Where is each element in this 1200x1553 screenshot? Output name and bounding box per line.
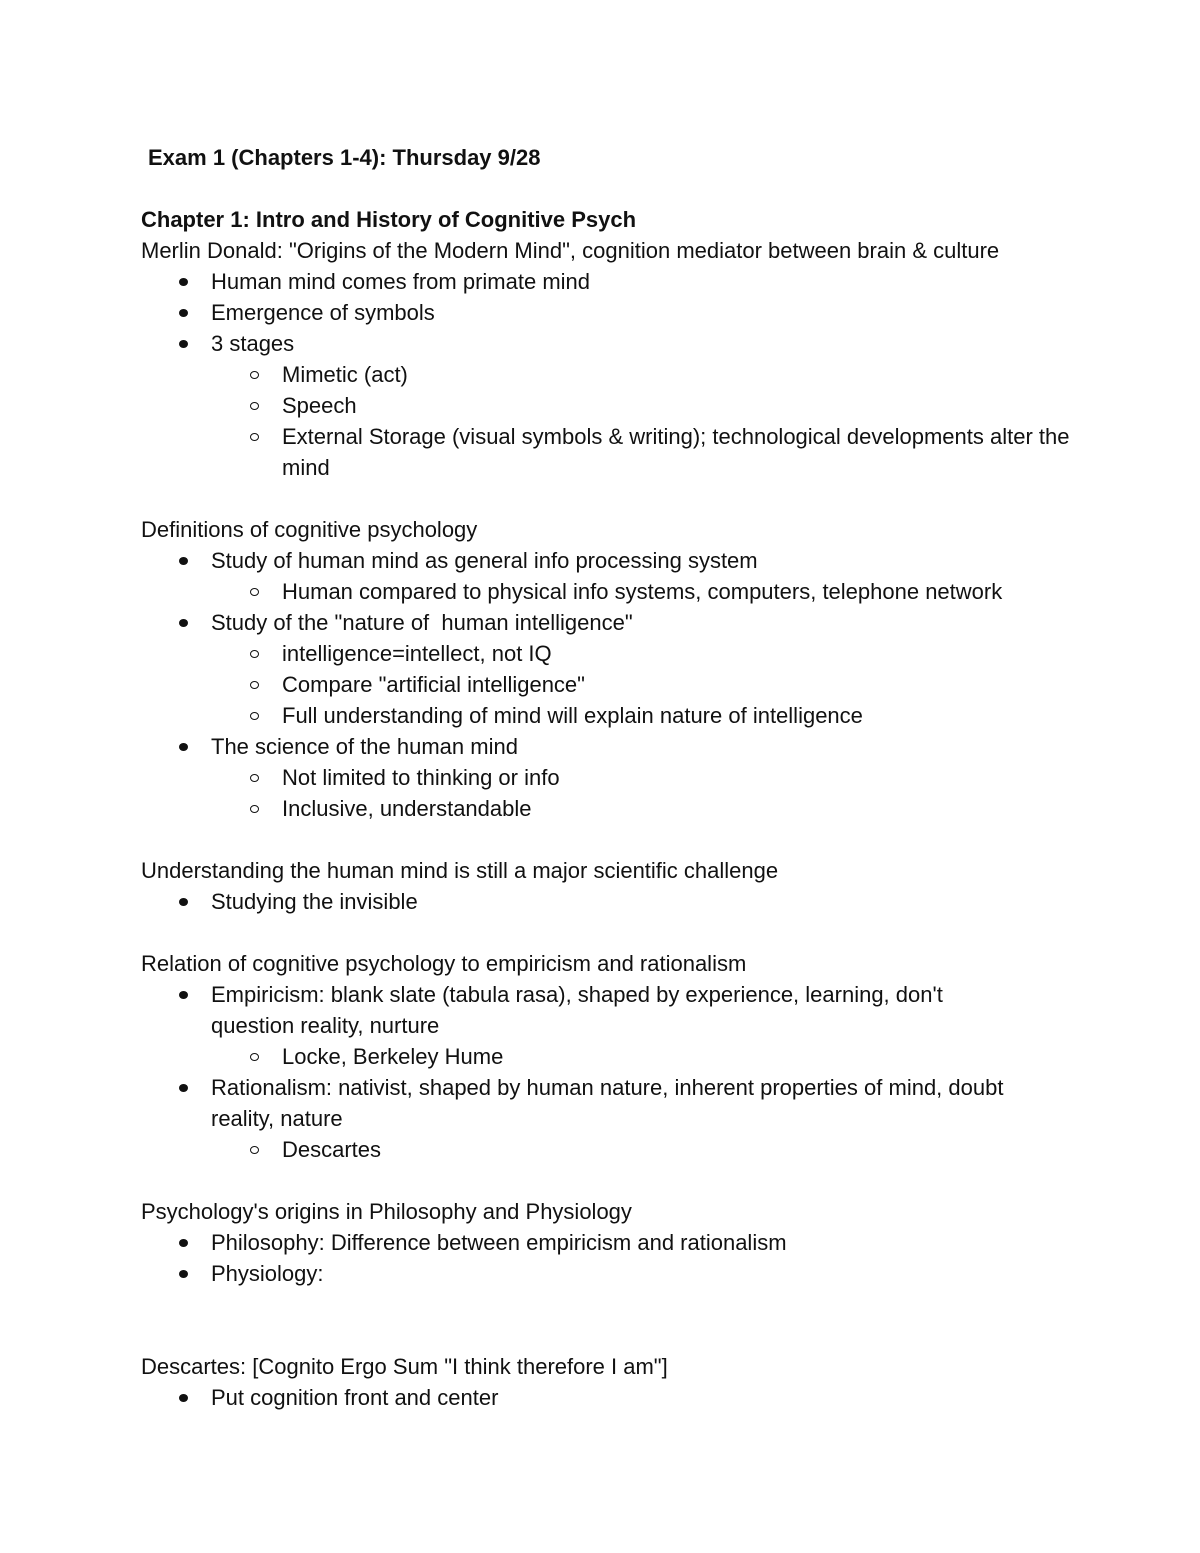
bullet-icon <box>179 278 188 286</box>
bullet-icon <box>179 340 188 348</box>
list-item: 3 stages Mimetic (act) Speech External Storage (visual symbols & writing); technological developments alter the mind <box>141 328 1101 483</box>
hollow-bullet-icon <box>250 681 259 689</box>
origins-heading: Psychology's origins in Philosophy and Physiology <box>141 1199 632 1224</box>
hollow-bullet-icon <box>250 1146 259 1154</box>
sub-list-item: Not limited to thinking or info <box>211 762 1101 793</box>
sub-list-item: intelligence=intellect, not IQ <box>211 638 1101 669</box>
list-item: Put cognition front and center <box>141 1382 1101 1413</box>
hollow-bullet-icon <box>250 371 259 379</box>
hollow-bullet-icon <box>250 402 259 410</box>
list-item: Philosophy: Difference between empiricism and rationalism <box>141 1227 1101 1258</box>
list-item: Empiricism: blank slate (tabula rasa), shaped by experience, learning, don't question reality, nurture Locke, Berkeley Hume <box>141 979 1011 1072</box>
sub-list-item: Inclusive, understandable <box>211 793 1101 824</box>
bullet-icon <box>179 898 188 906</box>
spacer <box>141 824 1101 855</box>
relation-heading: Relation of cognitive psychology to empiricism and rationalism <box>141 951 747 976</box>
hollow-bullet-icon <box>250 588 259 596</box>
list-item: The science of the human mind Not limited to thinking or info Inclusive, understandable <box>141 731 1101 824</box>
hollow-bullet-icon <box>250 805 259 813</box>
sub-list-item: Locke, Berkeley Hume <box>211 1041 1011 1072</box>
list-item: Physiology: <box>141 1258 1101 1289</box>
sub-list-item: Compare "artificial intelligence" <box>211 669 1101 700</box>
understanding-heading: Understanding the human mind is still a major scientific challenge <box>141 858 779 883</box>
bullet-icon <box>179 991 188 999</box>
sub-list <box>211 576 1101 607</box>
list-item: Emergence of symbols <box>141 297 1101 328</box>
list-item: Study of the "nature of human intelligence" intelligence=intellect, not IQ Compare "artificial intelligence" Full understanding of mind will explain nature of intelligence <box>141 607 1101 731</box>
bullet-icon <box>179 309 188 317</box>
sub-list <box>211 1134 1011 1165</box>
hollow-bullet-icon <box>250 433 259 441</box>
sub-list-item: External Storage (visual symbols & writing); technological developments alter the mind <box>211 421 1072 483</box>
list-item: Studying the invisible <box>141 886 1101 917</box>
sub-list-item: Human compared to physical info systems, computers, telephone network <box>211 576 1101 607</box>
bullet-icon <box>179 743 188 751</box>
definitions-list <box>141 545 1101 824</box>
spacer <box>141 1289 1101 1351</box>
bullet-icon <box>179 619 188 627</box>
sub-list <box>211 638 1101 731</box>
descartes-list <box>141 1382 1101 1413</box>
bullet-icon <box>179 1239 188 1247</box>
definitions-heading: Definitions of cognitive psychology <box>141 517 478 542</box>
sub-list-item: Speech <box>211 390 1101 421</box>
relation-list <box>141 979 1101 1165</box>
sub-list-item: Full understanding of mind will explain nature of intelligence <box>211 700 1101 731</box>
sub-list-item: Descartes <box>211 1134 1011 1165</box>
list-item: Human mind comes from primate mind <box>141 266 1101 297</box>
list-item: Rationalism: nativist, shaped by human nature, inherent properties of mind, doubt reality, nature Descartes <box>141 1072 1011 1165</box>
chapter-title: Chapter 1: Intro and History of Cognitive Psych <box>141 207 637 232</box>
hollow-bullet-icon <box>250 1053 259 1061</box>
hollow-bullet-icon <box>250 650 259 658</box>
descartes-heading: Descartes: [Cognito Ergo Sum "I think therefore I am"] <box>141 1354 668 1379</box>
bullet-icon <box>179 1270 188 1278</box>
stages-sublist <box>211 359 1101 483</box>
spacer <box>141 1165 1101 1196</box>
hollow-bullet-icon <box>250 712 259 720</box>
bullet-icon <box>179 1084 188 1092</box>
bullet-icon <box>179 557 188 565</box>
origins-list <box>141 1227 1101 1289</box>
bullet-icon <box>179 1394 188 1402</box>
document-page <box>141 142 1101 1413</box>
understanding-list <box>141 886 1101 917</box>
spacer <box>141 483 1101 514</box>
merlin-heading: Merlin Donald: "Origins of the Modern Mind", cognition mediator between brain & culture <box>141 238 1000 263</box>
sub-list <box>211 762 1101 824</box>
hollow-bullet-icon <box>250 774 259 782</box>
sub-list <box>211 1041 1011 1072</box>
list-item: Study of human mind as general info processing system Human compared to physical info systems, computers, telephone network <box>141 545 1101 607</box>
spacer <box>141 917 1101 948</box>
exam-title: Exam 1 (Chapters 1-4): Thursday 9/28 <box>148 145 541 170</box>
merlin-list <box>141 266 1101 483</box>
sub-list-item: Mimetic (act) <box>211 359 1101 390</box>
